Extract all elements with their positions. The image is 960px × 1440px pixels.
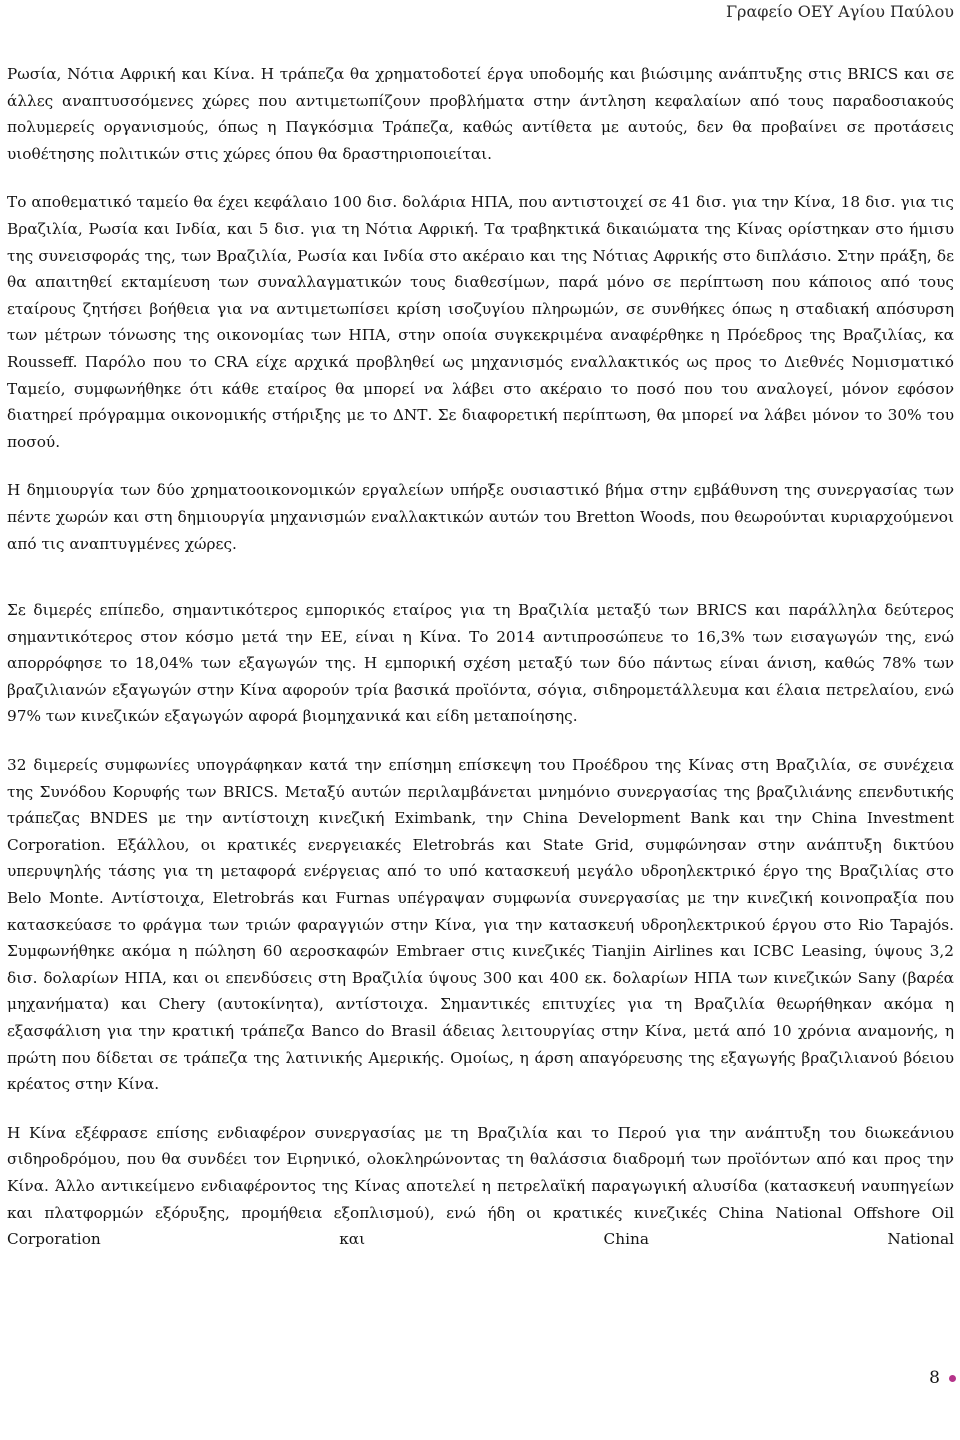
running-header: [726, 1, 954, 23]
body-paragraph: Η Κίνα εξέφρασε επίσης ενδιαφέρον συνεργασίας με τη Βραζιλία και το Περού για την ανάπτυξη του διωκεάνιου σιδηροδρόμου, που θα συνδέει τον Ειρηνικό, ολοκληρώνοντας τη θαλάσσια διαδρομή των προϊόντων από και προς την Κίνα. Άλλο αντικείμενο ενδιαφέροντος της Κίνας αποτελεί η πετρελαϊκή παραγωγική αλυσίδα (κατασκευή ναυπηγείων και πλατφορμών εξόρυξης, προμήθεια εξοπλισμού), ενώ ήδη οι κρατικές κινεζικές China National Offshore Oil Corporation και China National: [7, 1123, 954, 1249]
page-footer: [929, 1366, 956, 1390]
body-paragraph: Σε διμερές επίπεδο, σημαντικότερος εμπορικός εταίρος για τη Βραζιλία μεταξύ των BRICS και παράλληλα δεύτερος σημαντικότερος στον κόσμο μετά την ΕΕ, είναι η Κίνα. Το 2014 αντιπροσώπευε το 16,3% των εισαγωγών της, ενώ απορρόφησε το 18,04% των εξαγωγών της. Η εμπορική σχέση μεταξύ των δύο πάντως είναι άνιση, καθώς 78% των βραζιλιανών εξαγωγών στην Κίνα αφορούν τρία βασικά προϊόντα, σόγια, σιδηρομετάλλευμα και έλαια πετρελαίου, ενώ 97% των κινεζικών εξαγωγών αφορά βιομηχανικά και είδη μεταποίησης.: [7, 601, 954, 726]
body-paragraph: Η δημιουργία των δύο χρηματοοικονομικών εργαλείων υπήρξε ουσιαστικό βήμα στην εμβάθυνση της συνεργασίας των πέντε χωρών και στη δημιουργία μηχανισμών εναλλακτικών αυτών του Bretton Woods, που θεωρούνται κυριαρχούμενοι από τις αναπτυγμένες χώρες.: [7, 481, 954, 553]
body-paragraph: Το αποθεματικό ταμείο θα έχει κεφάλαιο 100 δισ. δολάρια ΗΠΑ, που αντιστοιχεί σε 41 δισ. για την Κίνα, 18 δισ. για τις Βραζιλία, Ρωσία και Ινδία, και 5 δισ. για τη Νότια Αφρική. Τα τραβηκτικά δικαιώματα της Κίνας ορίστηκαν στο ήμισυ της συνεισφοράς της, των Βραζιλία, Ρωσία και Ινδία στο ακέραιο και της Νότιας Αφρικής στο διπλάσιο. Στην πράξη, δε θα απαιτηθεί εκταμίευση των συναλλαγματικών τους διαθεσίμων, παρά μόνο σε περίπτωση που κάποιος από τους εταίρους ζητήσει βοήθεια για να αντιμετωπίσει κρίση ισοζυγίου πληρωμών, σε συνθήκες όπως η σταδιακή απόσυρση των μέτρων τόνωσης της οικονομίας των ΗΠΑ, στην οποία συγκεκριμένα αναφέρθηκε η Πρόεδρος της Βραζιλίας, κα Rousseff. Παρόλο που το CRA είχε αρχικά προβληθεί ως μηχανισμός εναλλακτικός ως προς το Διεθνές Νομισματικό Ταμείο, συμφωνήθηκε ότι κάθε εταίρος θα μπορεί να λάβει στο ακέραιο το ποσό που του αναλογεί, μόνον εφόσον διατηρεί πρόγραμμα οικονομικής στήριξης με το ΔΝΤ. Σε διαφορετική περίπτωση, θα μπορεί να λάβει μόνον το 30% του ποσού.: [7, 193, 954, 451]
page-number: 8: [929, 1368, 940, 1388]
body-paragraph: 32 διμερείς συμφωνίες υπογράφηκαν κατά την επίσημη επίσκεψη του Προέδρου της Κίνας στη Βραζιλία, σε συνέχεια της Συνόδου Κορυφής των BRICS. Μεταξύ αυτών περιλαμβάνεται μνημόνιο συνεργασίας της βραζιλιάνης επενδυτικής τράπεζας BNDES με την αντίστοιχη κινεζική Eximbank, την China Development Bank και την China Investment Corporation. Εξάλλου, οι κρατικές ενεργειακές Eletrobrás και State Grid, συμφώνησαν στην ανάπτυξη δικτύου υπερυψηλής τάσης για τη μεταφορά ενέργειας από το υπό κατασκευή μεγάλο υδροηλεκτρικό έργο της Βραζιλίας στο Belo Monte. Αντίστοιχα, Eletrobrás και Furnas υπέγραψαν συμφωνία συνεργασίας με την κινεζική κοινοπραξία που κατασκεύασε το φράγμα των τριών φαραγγιών στην Κίνα, για την κατασκευή υδροηλεκτρικού έργου στο Rio Tapajós. Συμφωνήθηκε ακόμα η πώληση 60 αεροσκαφών Embraer στις κινεζικές Tianjin Airlines και ICBC Leasing, ύψους 3,2 δισ. δολαρίων ΗΠΑ, και οι επενδύσεις στη Βραζιλία ύψους 300 και 400 εκ. δολαρίων ΗΠΑ των κινεζικών Sany (βαρέα μηχανήματα) και Chery (αυτοκίνητα), αντίστοιχα. Σημαντικές επιτυχίες για τη Βραζιλία θεωρήθηκαν ακόμα η εξασφάλιση για την κρατική τράπεζα Banco do Brasil άδειας λειτουργίας στην Κίνα, μετά από 10 χρόνια αναμονής, η πρώτη που δίδεται σε τράπεζα της λατινικής Αμερικής. Ομοίως, η άρση απαγόρευσης της εξαγωγής βραζιλιανού βόειου κρέατος στην Κίνα.: [7, 756, 954, 1094]
bullet-dot-icon: [949, 1375, 956, 1382]
header-title: Γραφείο ΟΕΥ Αγίου Παύλου: [725, 2, 954, 21]
body-paragraph: Ρωσία, Νότια Αφρική και Κίνα. Η τράπεζα θα χρηματοδοτεί έργα υποδομής και βιώσιμης ανάπτυξης στις BRICS και σε άλλες αναπτυσσόμενες χώρες που αντιμετωπίζουν προβλήματα στην άντληση κεφαλαίων από τους παραδοσιακούς πολυμερείς οργανισμούς, όπως η Παγκόσμια Τράπεζα, καθώς αντίθετα με αυτούς, δεν θα προβαίνει σε προτάσεις υιοθέτησης πολιτικών στις χώρες όπου θα δραστηριοποιείται.: [7, 65, 954, 163]
document-body: [7, 61, 954, 1253]
